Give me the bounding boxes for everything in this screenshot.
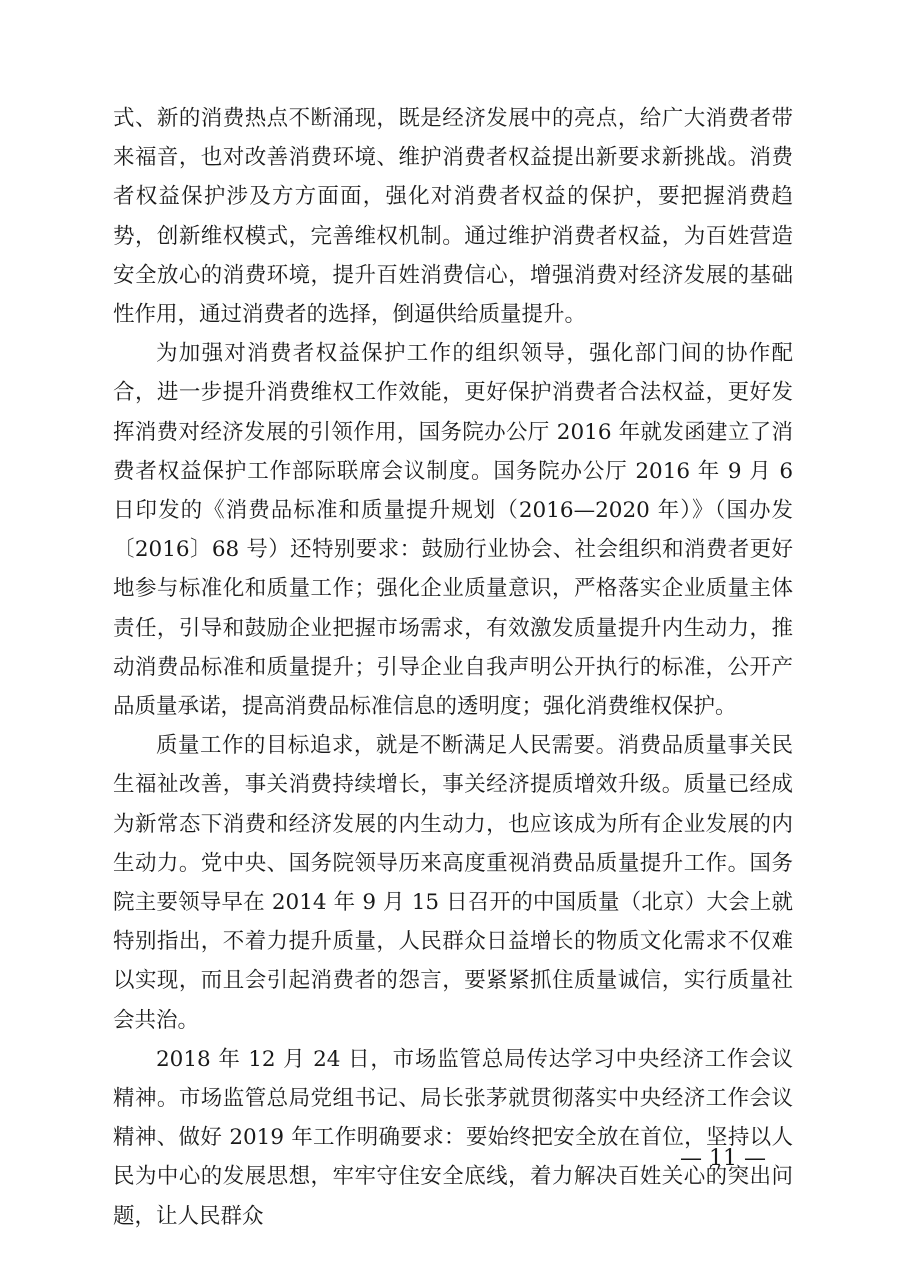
- paragraph-market-supervision: 2018 年 12 月 24 日，市场监管总局传达学习中央经济工作会议精神。市场监管总局党组书记、局长张茅就贯彻落实中央经济工作会议精神、做好 2019 年工作明确要求：要始终把安全放在首位，坚持以人民为中心的发展思想，牢牢守住安全底线，着力解决百姓关心的突出问题，让人民群众: [113, 1046, 793, 1229]
- body-text: [113, 99, 793, 1236]
- paragraph-quality-goal: 质量工作的目标追求，就是不断满足人民需要。消费品质量事关民生福祉改善，事关消费持续增长，事关经济提质增效升级。质量已经成为新常态下消费和经济发展的内生动力，也应该成为所有企业发展的内生动力。党中央、国务院领导历来高度重视消费品质量提升工作。国务院主要领导早在 2014 年 9 月 15 日召开的中国质量（北京）大会上就特别指出，不着力提升质量，人民群众日益增长的物质文化需求不仅难以实现，而且会引起消费者的怨言，要紧紧抓住质量诚信，实行质量社会共治。: [113, 733, 793, 1033]
- page-number: — 11 —: [680, 1146, 766, 1171]
- paragraph-consumer-protection: 为加强对消费者权益保护工作的组织领导，强化部门间的协作配合，进一步提升消费维权工作效能，更好保护消费者合法权益，更好发挥消费对经济发展的引领作用，国务院办公厅 2016 年就发函建立了消费者权益保护工作部际联席会议制度。国务院办公厅 2016 年 9 月 6 日印发的《消费品标准和质量提升规划（2016—2020 年）》（国办发〔2016〕68 号）还特别要求：鼓励行业协会、社会组织和消费者更好地参与标准化和质量工作；强化企业质量意识，严格落实企业质量主体责任，引导和鼓励企业把握市场需求，有效激发质量提升内生动力，推动消费品标准和质量提升；引导企业自我声明公开执行的标准，公开产品质量承诺，提高消费品标准信息的透明度；强化消费维权保护。: [113, 341, 793, 720]
- paragraph-continuation: 式、新的消费热点不断涌现，既是经济发展中的亮点，给广大消费者带来福音，也对改善消费环境、维护消费者权益提出新要求新挑战。消费者权益保护涉及方方面面，强化对消费者权益的保护，要把握消费趋势，创新维权模式，完善维权机制。通过维护消费者权益，为百姓营造安全放心的消费环境，提升百姓消费信心，增强消费对经济发展的基础性作用，通过消费者的选择，倒逼供给质量提升。: [113, 106, 793, 328]
